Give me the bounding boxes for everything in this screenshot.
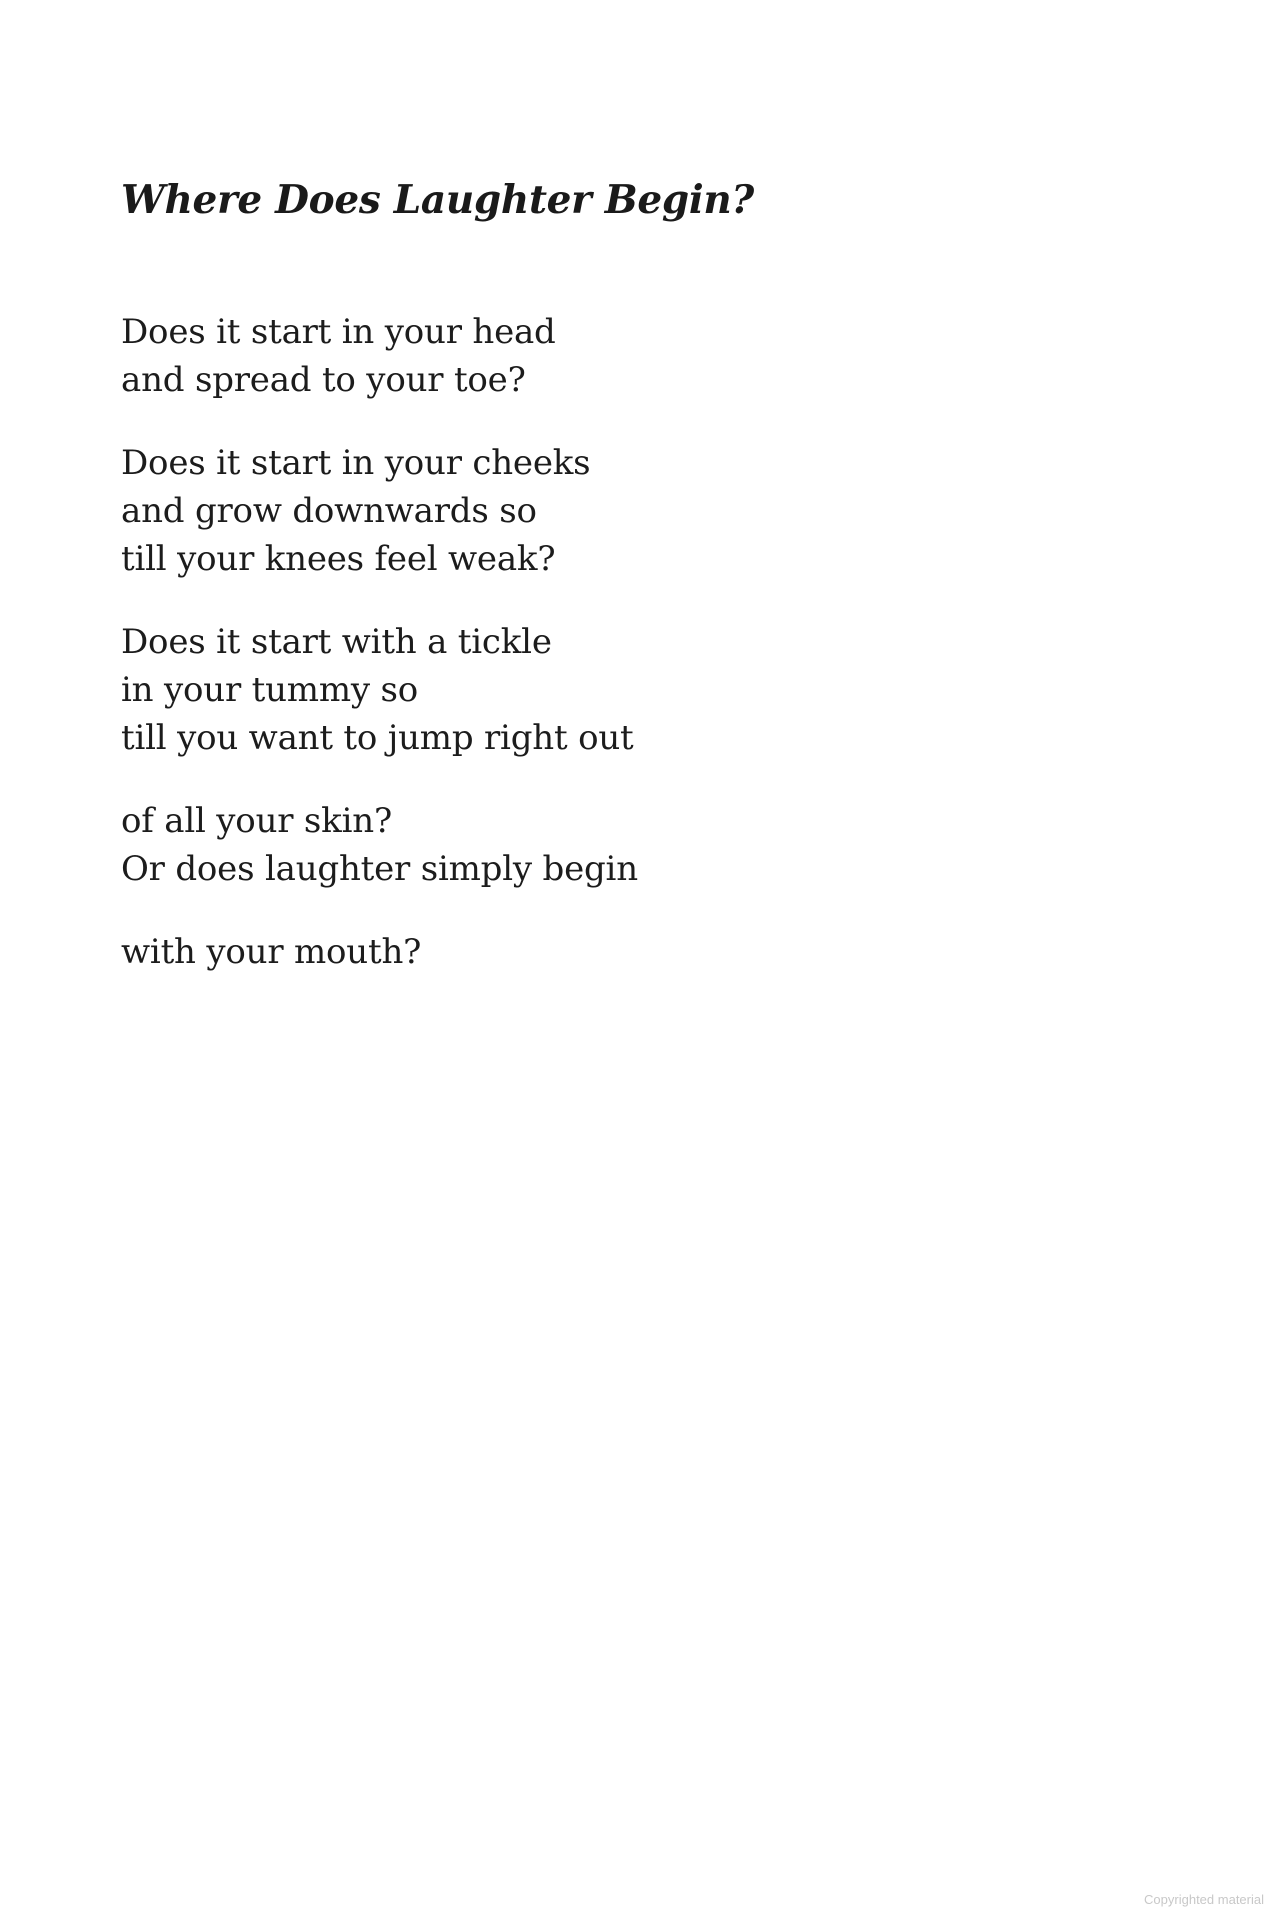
poem-line: Does it start in your cheeks bbox=[121, 443, 591, 483]
poem-line: till you want to jump right out bbox=[121, 718, 634, 758]
poem-line: and grow downwards so bbox=[121, 491, 537, 531]
poem-title: Where Does Laughter Begin? bbox=[121, 177, 754, 223]
stanza-3 bbox=[121, 618, 1021, 762]
poem-body bbox=[121, 308, 1021, 1011]
poem-line: and spread to your toe? bbox=[121, 360, 526, 400]
stanza-1 bbox=[121, 308, 1021, 404]
poem-line: Does it start in your head bbox=[121, 312, 556, 352]
poem-line: of all your skin? bbox=[121, 801, 392, 841]
poem-line: with your mouth? bbox=[121, 932, 422, 972]
stanza-5 bbox=[121, 928, 1021, 976]
copyright-notice: Copyrighted material bbox=[1144, 1892, 1264, 1907]
stanza-4 bbox=[121, 797, 1021, 893]
stanza-2 bbox=[121, 439, 1021, 583]
poem-line: Does it start with a tickle bbox=[121, 622, 552, 662]
poem-line: in your tummy so bbox=[121, 670, 418, 710]
poem-line: Or does laughter simply begin bbox=[121, 849, 638, 889]
poem-line: till your knees feel weak? bbox=[121, 539, 556, 579]
